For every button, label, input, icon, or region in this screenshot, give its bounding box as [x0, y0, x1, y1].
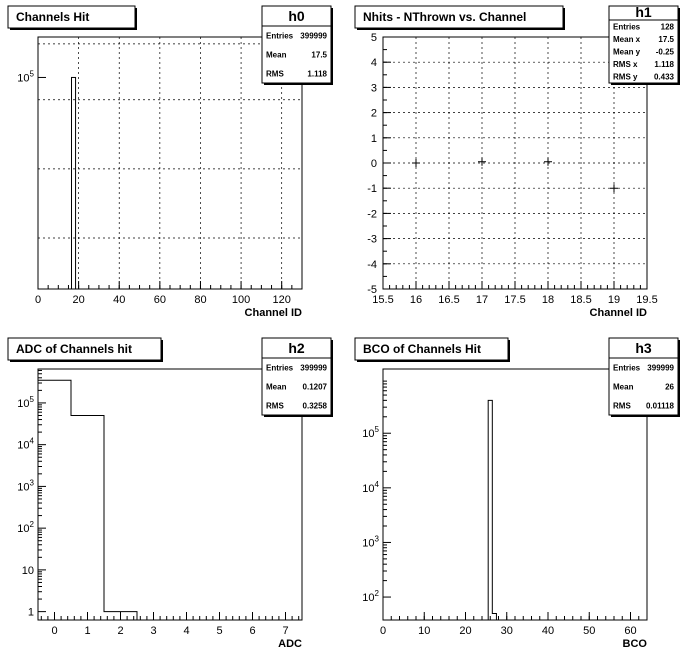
data-point: [412, 159, 420, 167]
stats-label: RMS x: [613, 60, 638, 70]
y-tick-label: $10^2$: [362, 589, 379, 605]
data-point: [544, 158, 552, 166]
x-tick-label: 18: [541, 294, 555, 306]
x-tick-label: 0: [34, 294, 42, 306]
y-tick-label: -4: [367, 258, 377, 271]
stats-value: 17.5: [311, 50, 327, 60]
stats-name: h3: [635, 340, 652, 356]
x-axis-label: Channel ID: [244, 307, 302, 319]
stats-value: 26: [665, 382, 674, 392]
x-tick-label: 19: [607, 294, 621, 306]
x-tick-label: 40: [113, 294, 126, 306]
x-tick-label: 6: [249, 625, 256, 637]
chart-nhits-vs-channel: [355, 4, 680, 319]
x-tick-label: 10: [418, 625, 431, 637]
stats-value: 1.118: [654, 60, 674, 70]
stats-value: 0.01118: [645, 401, 674, 411]
histogram-bar: [38, 380, 71, 620]
x-tick-label: 7: [282, 625, 289, 637]
chart-adc: [8, 338, 333, 650]
y-tick-label: $10^3$: [362, 534, 379, 550]
x-tick-label: 19.5: [636, 294, 658, 306]
stats-label: Entries: [613, 363, 641, 373]
x-tick-label: 30: [500, 625, 513, 637]
stats-name: h2: [288, 340, 305, 356]
chart-title: BCO of Channels Hit: [363, 342, 482, 356]
x-tick-label: 20: [459, 625, 472, 637]
y-tick-label: 5: [370, 32, 377, 44]
x-tick-label: 60: [624, 625, 637, 637]
stats-label: Mean: [613, 382, 634, 392]
x-tick-label: 50: [583, 625, 596, 637]
y-tick-label: 4: [370, 57, 377, 70]
stats-value: 0.1207: [302, 382, 327, 392]
x-tick-label: 0: [379, 625, 387, 637]
y-tick-label: 2: [370, 107, 377, 120]
chart-title: ADC of Channels hit: [16, 342, 132, 356]
y-tick-label: 3: [370, 82, 377, 95]
x-tick-label: 2: [117, 625, 124, 637]
y-tick-label: 10: [21, 564, 34, 577]
data-point: [478, 158, 486, 166]
x-tick-label: 20: [72, 294, 85, 306]
stats-name: h0: [288, 8, 305, 24]
y-tick-label: $10^4$: [17, 436, 34, 452]
y-tick-label: -3: [367, 233, 377, 246]
x-tick-label: 16: [409, 294, 423, 306]
x-tick-label: 100: [231, 294, 251, 306]
stats-label: Mean: [266, 50, 287, 60]
histogram-bar: [488, 400, 492, 620]
stats-value: 1.118: [307, 69, 327, 79]
y-tick-label: $10^2$: [17, 520, 34, 536]
y-tick-label: -5: [367, 284, 377, 296]
x-tick-label: 17.5: [504, 294, 526, 306]
stats-value: 17.5: [658, 34, 674, 44]
stats-name: h1: [635, 4, 652, 20]
stats-value: 399999: [647, 363, 674, 373]
stats-value: 0.433: [653, 72, 674, 82]
x-axis-label: Channel ID: [589, 307, 647, 319]
stats-label: RMS: [266, 69, 284, 79]
stats-value: 399999: [300, 31, 327, 41]
x-axis-label: BCO: [622, 638, 647, 650]
x-tick-label: 18.5: [570, 294, 592, 306]
chart-title: Nhits - NThrown vs. Channel: [363, 10, 527, 24]
x-tick-label: 5: [216, 625, 223, 637]
y-tick-label: $10^4$: [362, 479, 379, 495]
stats-label: Entries: [266, 31, 294, 41]
stats-label: Mean y: [613, 47, 641, 57]
stats-label: Mean: [266, 382, 287, 392]
data-point: [610, 184, 618, 192]
y-tick-label: 1: [27, 606, 34, 619]
chart-title: Channels Hit: [16, 10, 90, 24]
x-tick-label: 4: [183, 625, 190, 637]
x-tick-label: 80: [194, 294, 207, 306]
stats-value: -0.25: [655, 47, 674, 57]
y-tick-label: $10^5$: [362, 425, 379, 441]
x-axis-label: ADC: [278, 638, 302, 650]
stats-label: Mean x: [613, 34, 641, 44]
plot-frame: [383, 369, 647, 620]
x-tick-label: 3: [150, 625, 157, 637]
x-tick-label: 0: [51, 625, 58, 637]
histogram-bar: [72, 77, 76, 289]
stats-label: RMS: [613, 401, 631, 411]
y-tick-label: $10^5$: [17, 69, 34, 85]
histogram-outline: [38, 380, 137, 620]
chart-channels-hit: [8, 6, 333, 319]
histogram-bar: [492, 613, 496, 620]
stats-label: RMS: [266, 401, 284, 411]
y-tick-label: -2: [367, 208, 377, 221]
y-tick-label: $10^5$: [17, 394, 34, 410]
stats-label: Entries: [266, 363, 294, 373]
y-tick-label: $10^3$: [17, 478, 34, 494]
x-tick-label: 16.5: [438, 294, 460, 306]
stats-value: 0.3258: [302, 401, 327, 411]
x-tick-label: 60: [153, 294, 166, 306]
stats-value: 399999: [300, 363, 327, 373]
y-tick-label: 1: [370, 132, 377, 145]
chart-bco: [355, 338, 680, 650]
stats-label: RMS y: [613, 72, 638, 82]
y-tick-label: -1: [367, 183, 377, 196]
x-tick-label: 17: [475, 294, 489, 306]
x-tick-label: 120: [272, 294, 291, 306]
y-tick-label: 0: [370, 158, 377, 170]
x-tick-label: 1: [84, 625, 91, 637]
x-tick-label: 15.5: [372, 294, 394, 306]
histogram-outline: [488, 400, 496, 620]
stats-label: Entries: [613, 22, 641, 32]
stats-value: 128: [660, 22, 674, 32]
histogram-bar: [71, 415, 104, 620]
x-tick-label: 40: [541, 625, 555, 637]
